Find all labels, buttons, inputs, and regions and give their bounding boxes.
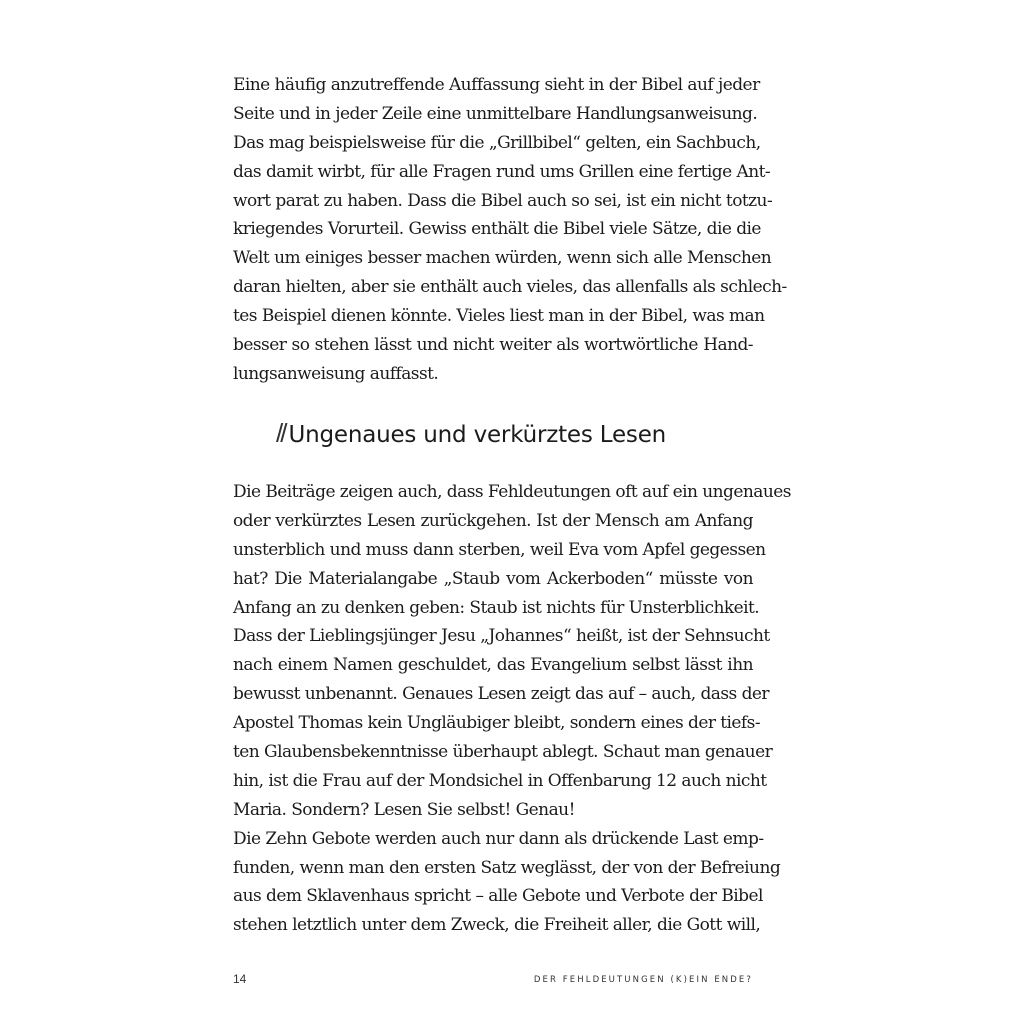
text-line: Die Beiträge zeigen auch, dass Fehldeutungen oft auf ein ungenaues — [233, 482, 791, 502]
text-line: aus dem Sklavenhaus spricht – alle Gebote und Verbote der Bibel — [233, 886, 763, 907]
text-line: oder verkürztes Lesen zurückgehen. Ist der Mensch am Anfang — [233, 510, 753, 531]
text-line: Dass der Lieblingsjünger Jesu „Johannes“ heißt, ist der Sehnsucht — [233, 626, 770, 647]
text-line: besser so stehen lässt und nicht weiter als wortwörtliche Hand- — [233, 335, 753, 356]
text-line: das damit wirbt, für alle Fragen rund ums Grillen eine fertige Ant- — [233, 161, 771, 182]
heading-slashes: // — [276, 418, 285, 448]
text-line: hat? Die Materialangabe „Staub vom Ackerboden“ müsste von — [233, 568, 753, 589]
text-line: Welt um einiges besser machen würden, wenn sich alle Menschen — [233, 248, 772, 269]
text-line: bewusst unbenannt. Genaues Lesen zeigt das auf – auch, dass der — [233, 684, 769, 705]
text-line: kriegendes Vorurteil. Gewiss enthält die Bibel viele Sätze, die die — [233, 219, 761, 240]
text-line: funden, wenn man den ersten Satz weglässt, der von der Befreiung — [233, 857, 781, 878]
text-line: unsterblich und muss dann sterben, weil Eva vom Apfel gegessen — [233, 539, 766, 560]
text-line: Eine häufig anzutreffende Auffassung sieht in der Bibel auf jeder — [233, 75, 760, 95]
text-line: wort parat zu haben. Dass die Bibel auch so sei, ist ein nicht totzu- — [233, 190, 773, 211]
page-number: 14 — [233, 972, 247, 986]
text-line: lungsanweisung auffasst. — [233, 363, 439, 384]
paragraph-intro — [233, 71, 787, 389]
heading-title: Ungenaues und verkürztes Lesen — [288, 422, 667, 448]
text-line: daran hielten, aber sie enthält auch vieles, das allenfalls als schlech- — [233, 277, 787, 298]
text-line: Apostel Thomas kein Ungläubiger bleibt, sondern eines der tiefs- — [233, 713, 761, 734]
text-line: Seite und in jeder Zeile eine unmittelbare Handlungsanweisung. — [233, 103, 758, 124]
text-line: ten Glaubensbekenntnisse überhaupt ablegt. Schaut man genauer — [233, 742, 773, 763]
text-line: Die Zehn Gebote werden auch nur dann als drückende Last emp- — [233, 828, 764, 849]
text-line: Das mag beispielsweise für die „Grillbibel“ gelten, ein Sachbuch, — [233, 132, 761, 153]
text-line: stehen letztlich unter dem Zweck, die Freiheit aller, die Gott will, — [233, 915, 761, 936]
running-title: DER FEHLDEUTUNGEN (K)EIN ENDE? — [533, 975, 753, 985]
text-line: tes Beispiel dienen könnte. Vieles liest man in der Bibel, was man — [233, 306, 765, 327]
text-line: Maria. Sondern? Lesen Sie selbst! Genau! — [233, 799, 575, 820]
section-heading — [276, 418, 666, 449]
text-line: Anfang an zu denken geben: Staub ist nichts für Unsterblichkeit. — [233, 597, 760, 618]
text-line: nach einem Namen geschuldet, das Evangelium selbst lässt ihn — [233, 655, 753, 676]
text-line: hin, ist die Frau auf der Mondsichel in Offenbarung 12 auch nicht — [233, 770, 767, 791]
paragraph-main — [233, 478, 791, 940]
